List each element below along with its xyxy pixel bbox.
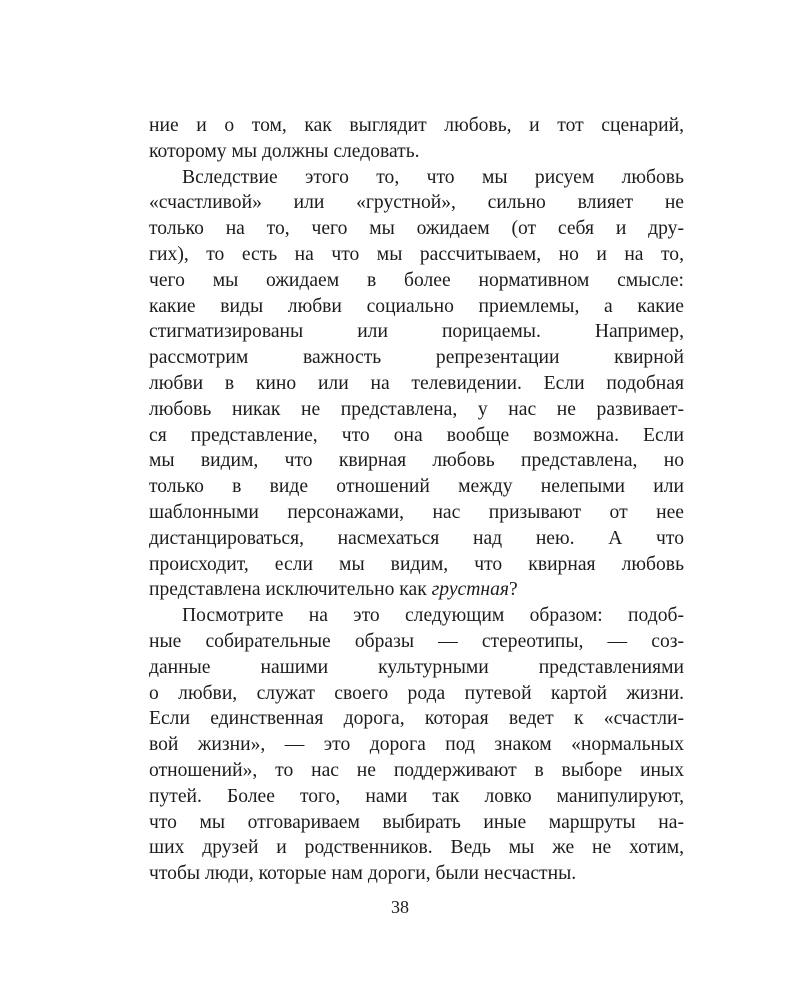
text-line: мы видим, что квирная любовь представлена, но [149,450,684,472]
text-line: о любви, служат своего рода путевой картой жизни. [149,682,684,704]
paragraph-2 [149,165,684,604]
text-line: Если единственная дорога, которая ведет к «счастли- [149,708,684,730]
text-line: только в виде отношений между нелепыми или [149,476,684,498]
text-line: дистанцироваться, насмехаться над нею. А что [149,527,684,549]
text-fragment: ? [509,579,518,601]
text-line: которому мы должны следовать. [149,140,420,162]
text-line: ся представление, что она вообще возможна. Если [149,424,684,446]
text-line: шаблонными персонажами, нас призывают от нее [149,501,684,523]
text-line: рассмотрим важность репрезентации квирной [149,347,684,369]
text-line-with-emphasis [149,577,684,603]
text-line: любви в кино или на телевидении. Если подобная [149,372,684,394]
text-line: Посмотрите на это следующим образом: подоб- [182,605,684,627]
text-line: путей. Более того, нами так ловко манипулируют, [149,785,684,807]
text-fragment: представлена исключительно как [149,579,432,601]
page-number: 38 [391,897,409,917]
text-line: отношений», то нас не поддерживают в выборе иных [149,759,684,781]
text-line: чтобы люди, которые нам дороги, были несчастны. [149,863,577,885]
text-line: ние и о том, как выглядит любовь, и тот сценарий, [149,115,684,136]
text-line: только на то, чего мы ожидаем (от себя и дру- [149,218,684,240]
emphasized-word: грустная [431,579,509,601]
body-text [149,113,684,887]
text-line: происходит, если мы видим, что квирная любовь [149,553,684,575]
text-line: ших друзей и родственников. Ведь мы же не хотим, [149,837,684,859]
text-line: любовь никак не представлена, у нас не развивает- [149,398,684,420]
text-line: Вследствие этого то, что мы рисуем любовь [182,166,684,188]
paragraph-1 [149,113,684,165]
text-line: вой жизни», — это дорога под знаком «нормальных [149,734,684,756]
paragraph-3 [149,603,684,887]
text-line: чего мы ожидаем в более нормативном смысле: [149,269,684,291]
text-line: гих), то есть на что мы рассчитываем, но и на то, [149,243,684,265]
text-line: какие виды любви социально приемлемы, а какие [149,295,684,317]
text-line: «счастливой» или «грустной», сильно влияет не [149,192,684,214]
text-line: стигматизированы или порицаемы. Например, [149,321,684,343]
text-line: ные собирательные образы — стереотипы, — соз- [149,630,684,652]
text-line: что мы отговариваем выбирать иные маршруты на- [149,811,684,833]
text-line: данные нашими культурными представлениями [149,656,684,678]
